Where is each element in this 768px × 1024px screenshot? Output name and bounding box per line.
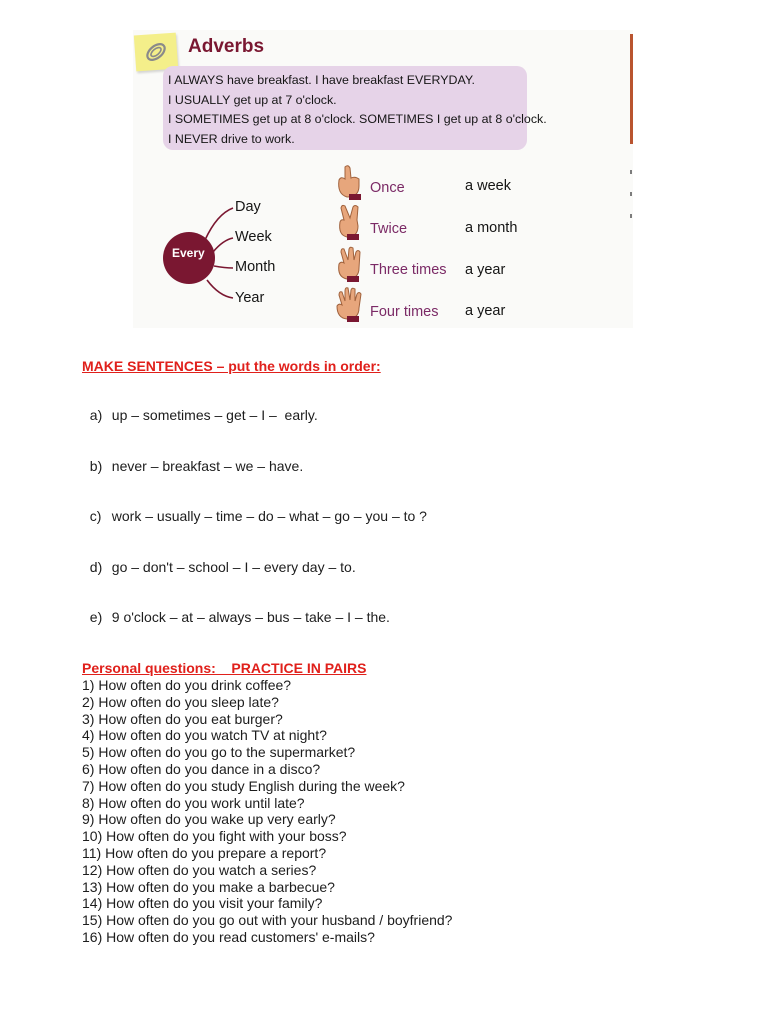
make-sentences-heading: MAKE SENTENCES – put the words in order: bbox=[82, 358, 381, 374]
every-branches bbox=[133, 30, 633, 328]
question-item: 1) How often do you drink coffee? bbox=[82, 677, 292, 693]
hand-one-finger-icon bbox=[333, 164, 363, 200]
freq-twice: Twice bbox=[370, 221, 408, 237]
exercise-letter: c) bbox=[89, 508, 102, 524]
question-item: 6) How often do you dance in a disco? bbox=[82, 760, 321, 777]
question-item: 9) How often do you wake up very early? bbox=[82, 811, 336, 828]
questions-list bbox=[82, 677, 452, 946]
question-item: 5) How often do you go to the supermarket? bbox=[82, 744, 356, 761]
question-item: 16) How often do you read customers' e-mails? bbox=[82, 928, 375, 945]
freq-four-times: Four times bbox=[370, 304, 439, 320]
personal-questions-heading: Personal questions: PRACTICE IN PAIRS bbox=[82, 660, 367, 676]
freq-once: Once bbox=[370, 180, 405, 196]
period-day: Day bbox=[235, 199, 261, 215]
hand-two-fingers-icon bbox=[333, 204, 363, 240]
question-item: 15) How often do you go out with your husband / boyfriend? bbox=[82, 912, 453, 929]
exercise-item bbox=[82, 442, 303, 474]
exercise-letter: d) bbox=[89, 559, 103, 575]
rule-line: I SOMETIMES get up at 8 o'clock. SOMETIMES I get up at 8 o'clock. bbox=[168, 112, 547, 126]
exercise-letter: a) bbox=[89, 407, 103, 423]
period-week: Week bbox=[235, 229, 272, 245]
freq-unit: a year bbox=[465, 262, 506, 278]
question-item: 12) How often do you watch a series? bbox=[82, 861, 317, 878]
exercise-letter: e) bbox=[89, 609, 103, 625]
question-item: 11) How often do you prepare a report? bbox=[82, 844, 327, 861]
question-item: 10) How often do you fight with your boss? bbox=[82, 828, 347, 845]
question-item: 8) How often do you work until late? bbox=[82, 794, 305, 811]
hand-four-fingers-icon bbox=[333, 286, 363, 322]
exercise-item bbox=[82, 593, 390, 625]
rule-line: I USUALLY get up at 7 o'clock. bbox=[168, 93, 337, 107]
freq-three-times: Three times bbox=[370, 262, 447, 278]
rule-line: I ALWAYS have breakfast. I have breakfast EVERYDAY. bbox=[168, 73, 475, 87]
exercise-letter: b) bbox=[89, 458, 103, 474]
hand-three-fingers-icon bbox=[333, 246, 363, 282]
rule-line: I NEVER drive to work. bbox=[168, 132, 295, 146]
every-circle bbox=[163, 232, 215, 284]
freq-unit: a year bbox=[465, 303, 506, 319]
exercise-item bbox=[82, 543, 356, 575]
adverbs-title: Adverbs bbox=[188, 36, 265, 57]
exercise-text: never – breakfast – we – have. bbox=[111, 458, 304, 474]
adverbs-image-panel bbox=[133, 30, 633, 328]
freq-unit: a month bbox=[465, 220, 518, 236]
question-item: 13) How often do you make a barbecue? bbox=[82, 878, 335, 895]
exercise-text: go – don't – school – I – every day – to. bbox=[111, 559, 356, 575]
exercise-item bbox=[82, 391, 318, 423]
exercise-text: work – usually – time – do – what – go – you – to ? bbox=[111, 508, 427, 524]
period-year: Year bbox=[235, 290, 265, 306]
question-item: 4) How often do you watch TV at night? bbox=[82, 727, 327, 744]
question-item: 2) How often do you sleep late? bbox=[82, 693, 279, 710]
exercise-item bbox=[82, 492, 427, 524]
question-item: 3) How often do you eat burger? bbox=[82, 710, 283, 727]
question-item: 7) How often do you study English during the week? bbox=[82, 777, 405, 794]
freq-unit: a week bbox=[465, 178, 511, 194]
period-month: Month bbox=[235, 259, 276, 275]
every-label: Every bbox=[172, 246, 205, 260]
exercise-text: 9 o'clock – at – always – bus – take – I – the. bbox=[111, 609, 390, 625]
exercise-text: up – sometimes – get – I – early. bbox=[111, 407, 318, 423]
question-item: 14) How often do you visit your family? bbox=[82, 895, 323, 912]
